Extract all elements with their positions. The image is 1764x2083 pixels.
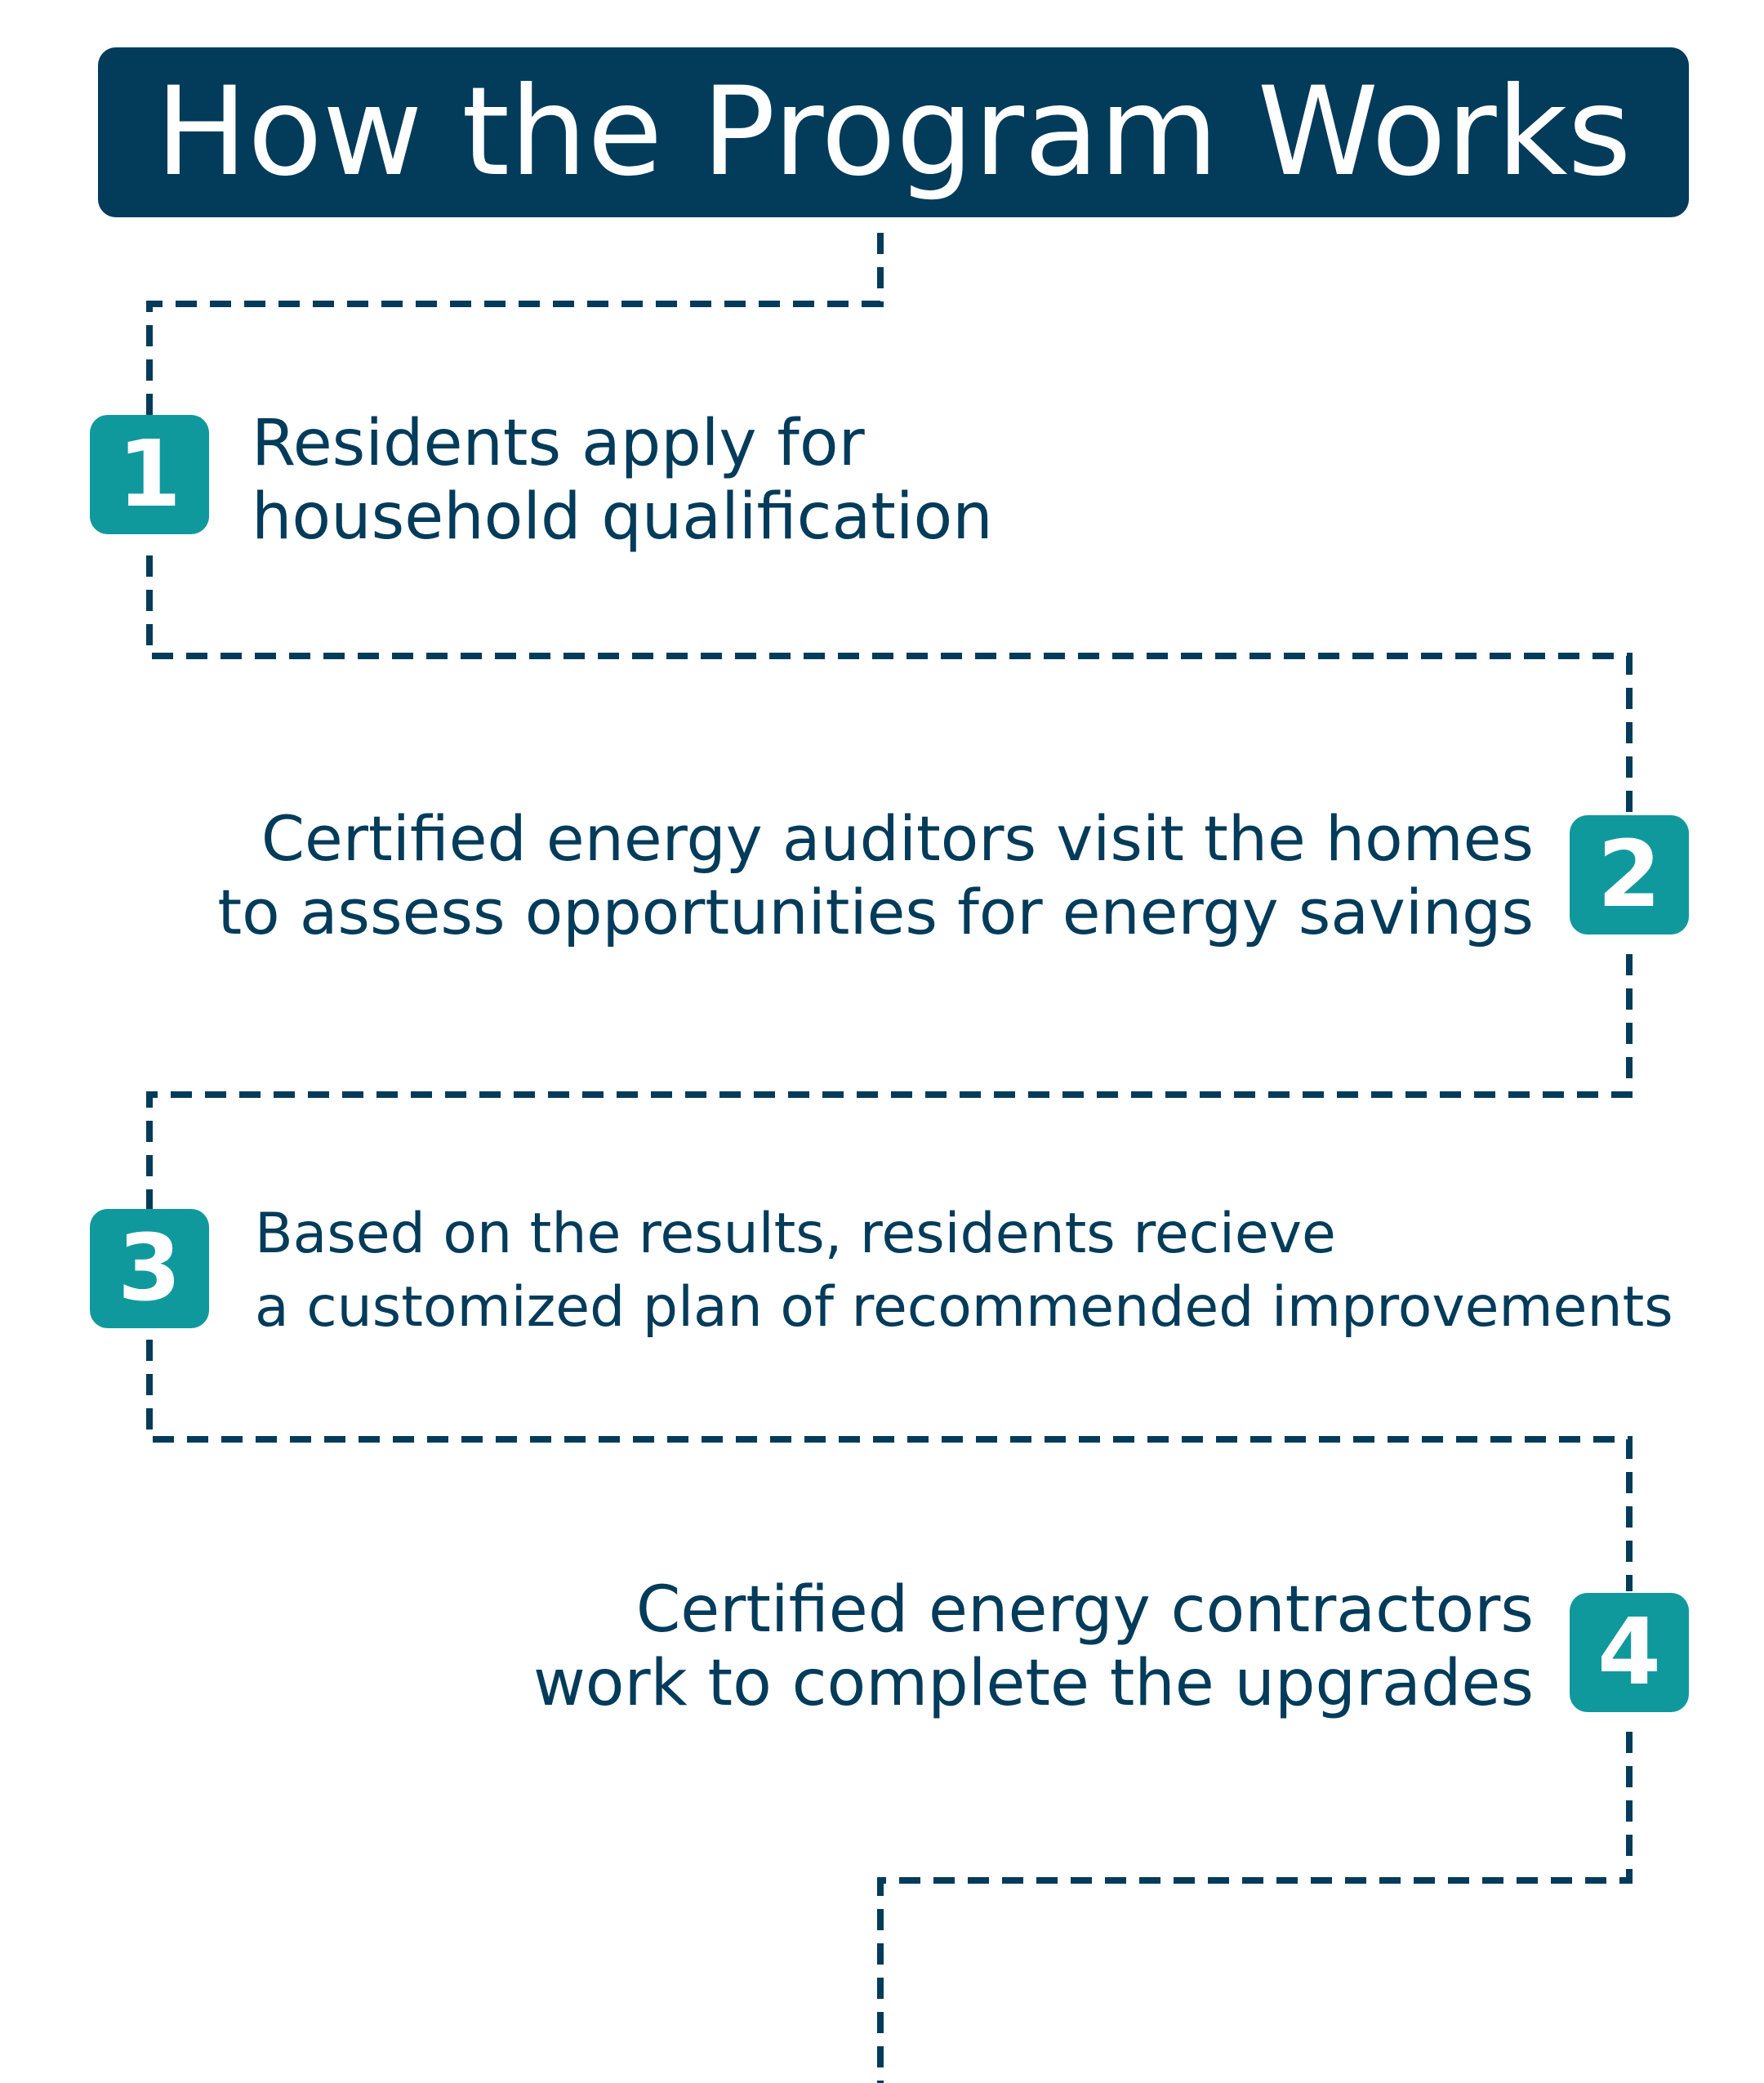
step-3-line-2: a customized plan of recommended improvements <box>255 1275 1673 1340</box>
step-4-text <box>533 1573 1534 1720</box>
step-2-line-1: Certified energy auditors visit the homes <box>261 802 1534 875</box>
step-2-text <box>217 802 1534 949</box>
step-3-number: 3 <box>118 1215 181 1322</box>
connector-step-4-to-end <box>880 1732 1629 2083</box>
step-1-text <box>252 407 993 554</box>
step-2-number: 2 <box>1597 822 1661 928</box>
step-1-badge <box>90 415 209 534</box>
step-3-text <box>255 1198 1673 1345</box>
step-1-line-2: household qualification <box>252 480 993 554</box>
step-2-line-2: to assess opportunities for energy savings <box>217 876 1534 948</box>
step-1-number: 1 <box>118 422 181 528</box>
connector-step-3-to-step-4 <box>149 1340 1629 1591</box>
connector-step-1-to-step-2 <box>149 555 1629 814</box>
step-2-badge <box>1570 815 1689 934</box>
step-4-badge <box>1570 1593 1689 1712</box>
step-1-line-1: Residents apply for <box>252 407 865 480</box>
step-4-number: 4 <box>1597 1599 1661 1706</box>
step-3-line-1: Based on the results, residents recieve <box>255 1202 1336 1266</box>
page-title: How the Program Works <box>155 61 1632 203</box>
step-4-line-2: work to complete the upgrades <box>532 1647 1534 1720</box>
step-4-line-1: Certified energy contractors <box>635 1573 1534 1647</box>
connector-step-2-to-step-3 <box>149 954 1629 1209</box>
step-3-badge <box>90 1209 209 1328</box>
connector-title-to-step-1 <box>149 233 880 415</box>
